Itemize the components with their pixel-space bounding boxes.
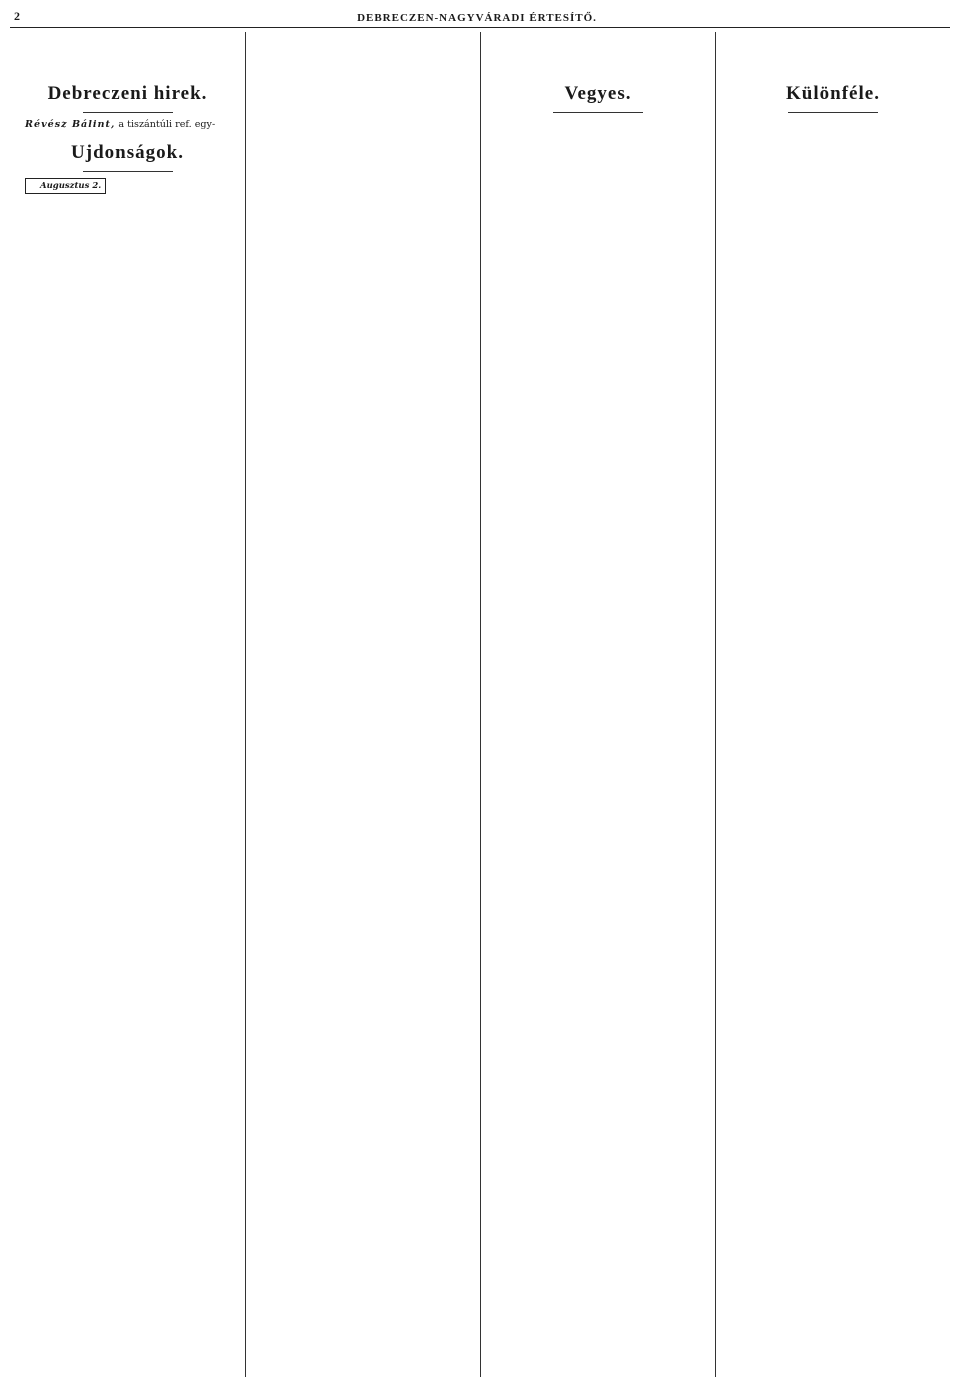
heading-rule [83, 171, 173, 172]
date-box: Augusztus 2. [25, 178, 106, 194]
column-1 [10, 32, 245, 1377]
newspaper-page [10, 4, 950, 1379]
heading-rule [83, 112, 173, 113]
masthead [10, 4, 950, 28]
section-heading: Ujdonságok. [71, 142, 184, 164]
news-item-title: Révész Bálint, [25, 119, 116, 130]
paragraph [15, 32, 240, 72]
section-heading: Különféle. [786, 83, 880, 104]
section-heading: Debreczeni hirek. [47, 83, 208, 104]
column-4 [715, 32, 950, 1377]
heading-rule [788, 112, 878, 113]
section-heading: Vegyes. [564, 83, 632, 104]
paragraph [721, 32, 945, 72]
dated-item [15, 178, 240, 194]
paragraph [251, 32, 475, 72]
heading-rule [553, 112, 643, 113]
news-item-text: a tiszántúli ref. egy- [115, 119, 216, 130]
news-item [15, 119, 240, 131]
column-3 [480, 32, 715, 1377]
page-number: 2 [14, 9, 20, 23]
columns [10, 32, 950, 1377]
paragraph [486, 32, 710, 72]
column-2 [245, 32, 480, 1377]
paper-title: DEBRECZEN-NAGYVÁRADI ÉRTESÍTŐ. [357, 12, 597, 24]
